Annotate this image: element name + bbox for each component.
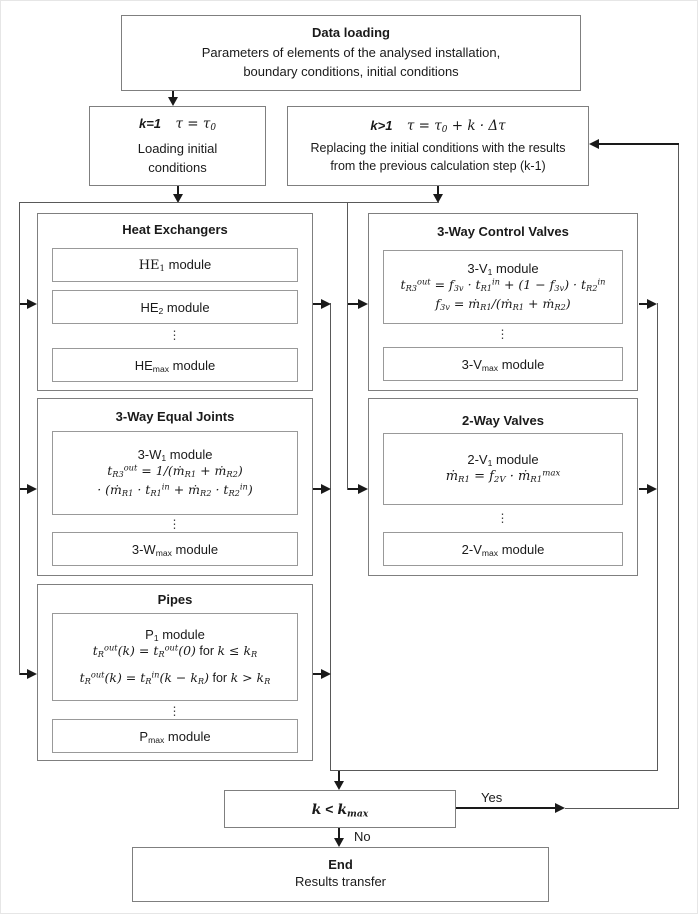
3w1-module-box (52, 431, 298, 515)
k-first-box (89, 106, 266, 186)
line-bottom-merge (330, 770, 658, 771)
end-title: End (328, 857, 353, 873)
control-valves-3way-ellipsis: ⋮ (496, 327, 510, 341)
line-feedback-vertical (678, 143, 679, 809)
3wmax-module-label: $3-W_{max}$ module (131, 541, 219, 558)
3v1-module-box (383, 250, 623, 324)
arrowhead-out-equal-joints (321, 484, 331, 494)
pmax-module-box (52, 719, 298, 753)
arrowhead-out-heat-exchangers (321, 299, 331, 309)
data-loading-line2: boundary conditions, initial conditions (243, 64, 459, 79)
end-box (132, 847, 549, 902)
arrowhead-yes-branch (555, 803, 565, 813)
3v1-formula-2: $f_{3v}$ = ṁ$_{R1}$/(ṁ$_{R1}$ + ṁ$_{R2}$) (435, 295, 571, 312)
arrowhead-into-heat-exchangers (27, 299, 37, 309)
3vmax-module-box (383, 347, 623, 381)
decision-label: $k < k_{max}$ (311, 800, 369, 819)
k-next-line1: Replacing the initial conditions with the results (310, 140, 566, 155)
k-next-box (287, 106, 589, 186)
p1-module-label: $P_1$ module (145, 626, 205, 644)
connector-feedback-to-knext (597, 143, 679, 145)
k-first-line2: conditions (148, 160, 207, 176)
2vmax-module-box (383, 532, 623, 566)
valves-2way-section (368, 398, 638, 576)
end-text: Results transfer (294, 874, 387, 890)
heat-exchangers-section (37, 213, 313, 391)
pipes-section (37, 584, 313, 761)
3w1-formula-1: $t_{R3}^{out}$ = 1/(ṁ$_{R1}$ + ṁ$_{R2}$) (107, 462, 243, 480)
arrowhead-no-branch (334, 838, 344, 847)
k-first-header (139, 114, 216, 135)
line-left-collection (330, 303, 331, 771)
pipes-ellipsis: ⋮ (168, 704, 182, 718)
line-left-distribution (19, 202, 20, 675)
arrowhead-into-2way-valves (358, 484, 368, 494)
2v1-formula-1: ṁ$_{R1}$ = $f_{2V}$ · ṁ$_{R1}^{max}$ (445, 467, 561, 485)
p1-module-box (52, 613, 298, 701)
arrowhead-into-pipes (27, 669, 37, 679)
decision-box (224, 790, 456, 828)
k-next-header (370, 116, 505, 137)
k-next-condition: k>1 (370, 117, 393, 133)
3v1-formula-1: $t_{R3}^{out} = f_{3v} \cdot t_{R1}^{in} + (1 - f_{3v}) \cdot t_{R2}^{in}$ (400, 276, 606, 294)
no-label: No (351, 829, 374, 844)
k-first-formula: $\tau = \tau_0$ (175, 116, 217, 134)
valves-2way-title: 2-Way Valves (462, 413, 544, 428)
3w1-module-label: $3-W_1$ module (137, 447, 213, 464)
k-first-line1: Loading initial (137, 140, 218, 156)
control-valves-3way-section (368, 213, 638, 391)
arrowhead-into-equal-joints (27, 484, 37, 494)
arrowhead-feedback-to-knext (589, 139, 599, 149)
control-valves-3way-title: 3-Way Control Valves (437, 224, 569, 239)
arrowhead-out-pipes (321, 669, 331, 679)
2vmax-module-label: $2-V_{max}$ module (461, 541, 545, 558)
arrowhead-out-2way-valves (647, 484, 657, 494)
yes-label: Yes (478, 790, 505, 805)
arrowhead-into-control-valves (358, 299, 368, 309)
equal-joints-3way-title: 3-Way Equal Joints (115, 409, 235, 424)
hemax-module-box (52, 348, 298, 382)
pmax-module-label: $P_{max}$ module (139, 728, 211, 745)
arrowhead-dataloading-to-kfirst (168, 97, 178, 106)
3w1-formula-2: · (ṁ$_{R1}$ · $t_{R1}^{in}$ + ṁ$_{R2}$ · $t_{R2}^{in}$) (97, 480, 253, 498)
he1-module-label: $HE_1$ module (138, 257, 212, 275)
heat-exchangers-title: Heat Exchangers (122, 222, 228, 237)
valves-2way-ellipsis: ⋮ (496, 511, 510, 525)
3v1-module-label: $3-V_1$ module (467, 261, 539, 278)
k-first-condition: k=1 (138, 116, 162, 132)
equal-joints-3way-ellipsis: ⋮ (168, 517, 182, 531)
data-loading-title: Data loading (311, 24, 390, 40)
heat-exchangers-ellipsis: ⋮ (168, 328, 182, 342)
he1-module-box (52, 248, 298, 282)
pipes-title: Pipes (157, 592, 193, 607)
k-next-formula: $\tau = \tau_0 + k \cdot \Delta\tau$ (406, 117, 506, 136)
line-yes-to-feedback (565, 808, 679, 809)
data-loading-box (121, 15, 581, 91)
line-top-distribution (19, 202, 439, 203)
data-loading-line1: Parameters of elements of the analysed installation, (201, 44, 501, 60)
line-middle-distribution (347, 202, 348, 490)
2v1-module-label: $2-V_1$ module (467, 451, 539, 468)
3vmax-module-label: $3-V_{max}$ module (461, 356, 545, 373)
arrowhead-merge-to-decision (334, 781, 344, 790)
2v1-module-box (383, 433, 623, 505)
p1-formula-2: $t_R^{out}(k) = t_R^{in}(k - k_R)$ for $k > k_R$ (79, 669, 271, 687)
k-next-line2: from the previous calculation step (k-1) (330, 159, 546, 174)
p1-formula-1: $t_R^{out}(k) = t_R^{out}(0)$ for $k \le k_R$ (92, 642, 258, 659)
3wmax-module-box (52, 532, 298, 566)
connector-yes-branch (456, 807, 557, 809)
line-right-collection (657, 303, 658, 771)
arrowhead-out-control-valves (647, 299, 657, 309)
equal-joints-3way-section (37, 398, 313, 576)
hemax-module-label: $HE_{max}$ module (134, 357, 216, 374)
he2-module-label: $HE_2$ module (140, 299, 210, 316)
he2-module-box (52, 290, 298, 324)
